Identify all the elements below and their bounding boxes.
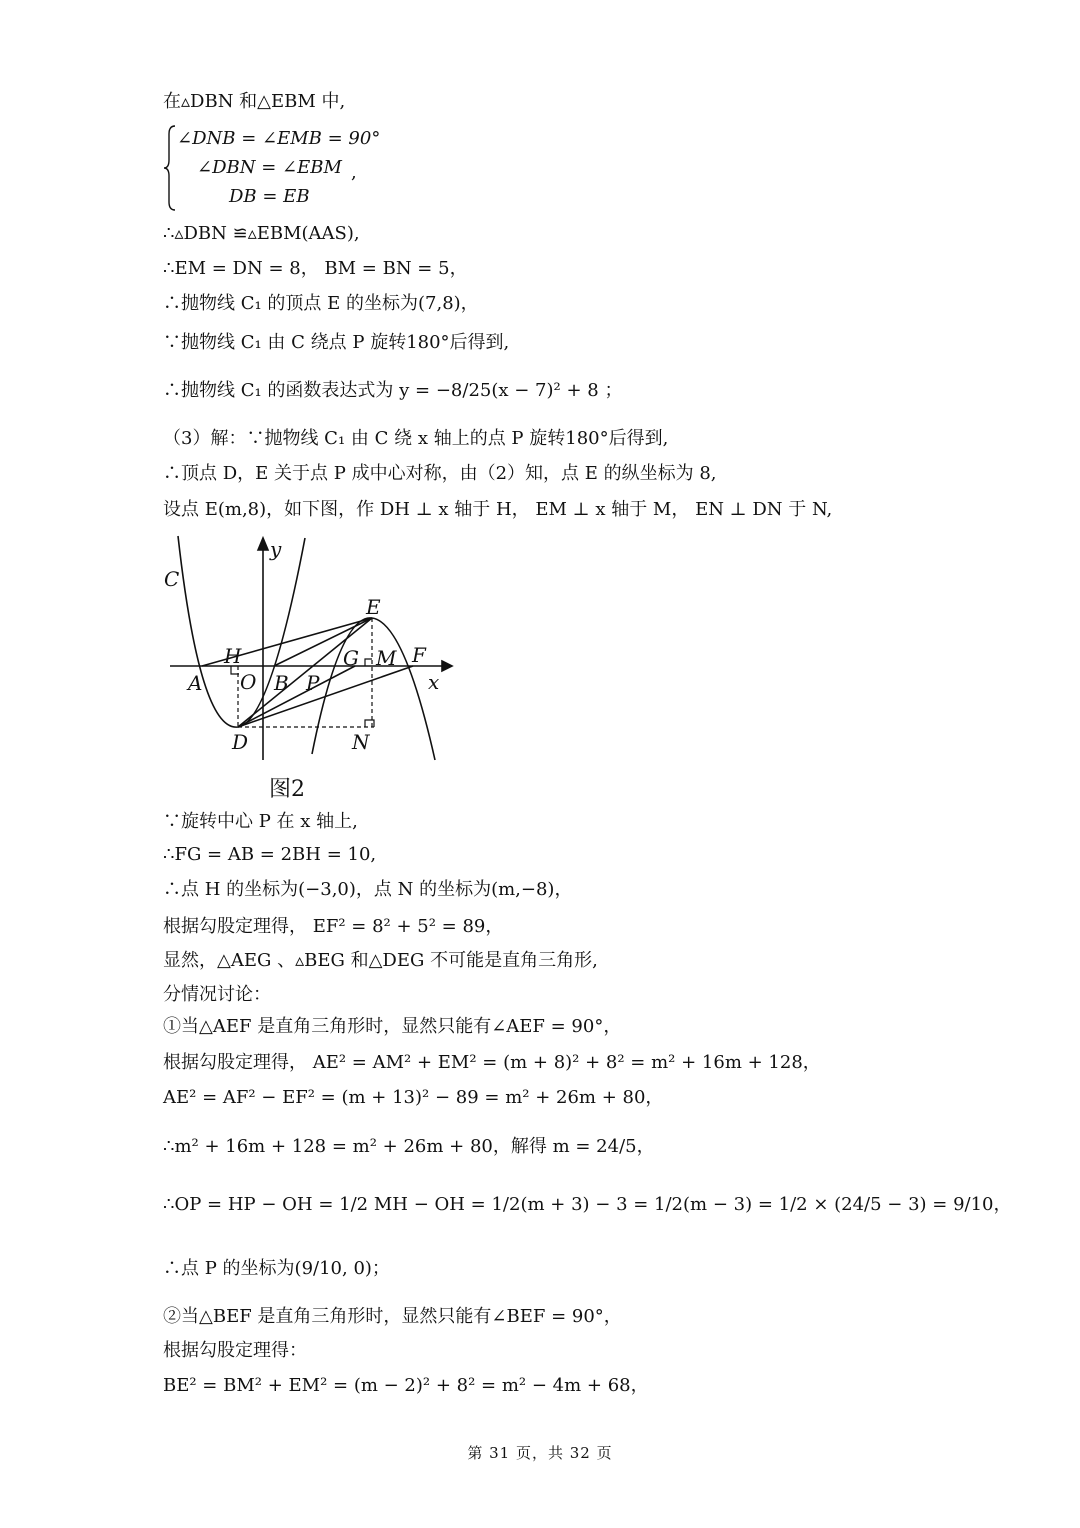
geometry-figure [160, 532, 460, 772]
system-comma: , [351, 162, 357, 183]
system-eq-3: DB = EB [229, 186, 310, 207]
label-m: M [376, 646, 397, 670]
label-c: C [164, 567, 180, 591]
segment-de [238, 618, 372, 727]
text-line-12: ∴点 H 的坐标为(−3,0)，点 N 的坐标为(m,−8)， [163, 879, 573, 900]
text-line-7: （3）解：∵抛物线 C₁ 由 C 绕 x 轴上的点 P 旋转180°后得到, [163, 428, 669, 449]
figure-caption: 图2 [269, 777, 305, 802]
label-h: H [224, 644, 242, 668]
label-f: F [412, 643, 426, 667]
label-n: N [352, 730, 370, 754]
text-line-20: ∴OP = HP − OH = 1/2 MH − OH = 1/2(m + 3) − 3 = 1/2(m − 3) = 1/2 × (24/5 − 3) = 9/10， [163, 1194, 1012, 1215]
text-line-22: ②当△BEF 是直角三角形时，显然只能有∠BEF = 90°， [163, 1306, 622, 1327]
text-line-18: AE² = AF² − EF² = (m + 13)² − 89 = m² + 26m + 80， [163, 1087, 664, 1108]
text-line-21: ∴点 P 的坐标为(9/10, 0)； [163, 1258, 390, 1279]
label-d: D [232, 730, 249, 754]
left-brace [163, 124, 177, 212]
label-p: P [306, 671, 320, 695]
page-footer: 第 31 页，共 32 页 [467, 1444, 613, 1462]
right-angle-n [365, 720, 374, 727]
text-line-10: ∵旋转中心 P 在 x 轴上, [163, 811, 358, 832]
text-line-4: ∴抛物线 C₁ 的顶点 E 的坐标为(7,8)， [163, 293, 479, 314]
parabola-c [178, 536, 305, 727]
text-line-5: ∵抛物线 C₁ 由 C 绕点 P 旋转180°后得到, [163, 332, 510, 353]
label-x: x [428, 670, 440, 694]
text-line-6: ∴抛物线 C₁ 的函数表达式为 y = −8/25(x − 7)² + 8 ； [163, 380, 623, 401]
label-a: A [188, 671, 203, 695]
label-g: G [343, 646, 359, 670]
text-line-13: 根据勾股定理得， EF² = 8² + 5² = 89， [163, 916, 504, 937]
text-line-3: ∴EM = DN = 8， BM = BN = 5， [163, 258, 468, 279]
text-line-14: 显然，△AEG 、▵BEG 和△DEG 不可能是直角三角形, [163, 950, 598, 971]
label-e: E [366, 595, 381, 619]
label-y: y [270, 537, 282, 561]
text-line-9: 设点 E(m,8)，如下图，作 DH ⊥ x 轴于 H， EM ⊥ x 轴于 M， EN ⊥ DN 于 N, [163, 499, 833, 520]
label-b: B [274, 671, 289, 695]
text-line-16: ①当△AEF 是直角三角形时，显然只能有∠AEF = 90°， [163, 1016, 622, 1037]
text-line-15: 分情况讨论： [163, 984, 271, 1005]
text-line-2: ∴▵DBN ≌▵EBM(AAS), [163, 223, 360, 244]
x-axis-arrow [442, 661, 452, 671]
text-line-1: 在▵DBN 和△EBM 中, [163, 91, 346, 112]
right-angle-m [365, 659, 372, 666]
text-line-11: ∴FG = AB = 2BH = 10, [163, 844, 377, 865]
label-o: O [240, 670, 257, 694]
system-eq-1: ∠DNB = ∠EMB = 90° [177, 128, 381, 149]
system-eq-2: ∠DBN = ∠EBM [197, 157, 342, 178]
segment-df [238, 666, 413, 727]
text-line-19: ∴m² + 16m + 128 = m² + 26m + 80，解得 m = 24/5， [163, 1136, 655, 1157]
text-line-8: ∴顶点 D，E 关于点 P 成中心对称，由（2）知，点 E 的纵坐标为 8, [163, 463, 717, 484]
y-axis-arrow [258, 538, 268, 550]
text-line-23: 根据勾股定理得： [163, 1340, 307, 1361]
text-line-24: BE² = BM² + EM² = (m − 2)² + 8² = m² − 4m + 68， [163, 1375, 649, 1396]
text-line-17: 根据勾股定理得， AE² = AM² + EM² = (m + 8)² + 8² = m² + 16m + 128， [163, 1052, 821, 1073]
